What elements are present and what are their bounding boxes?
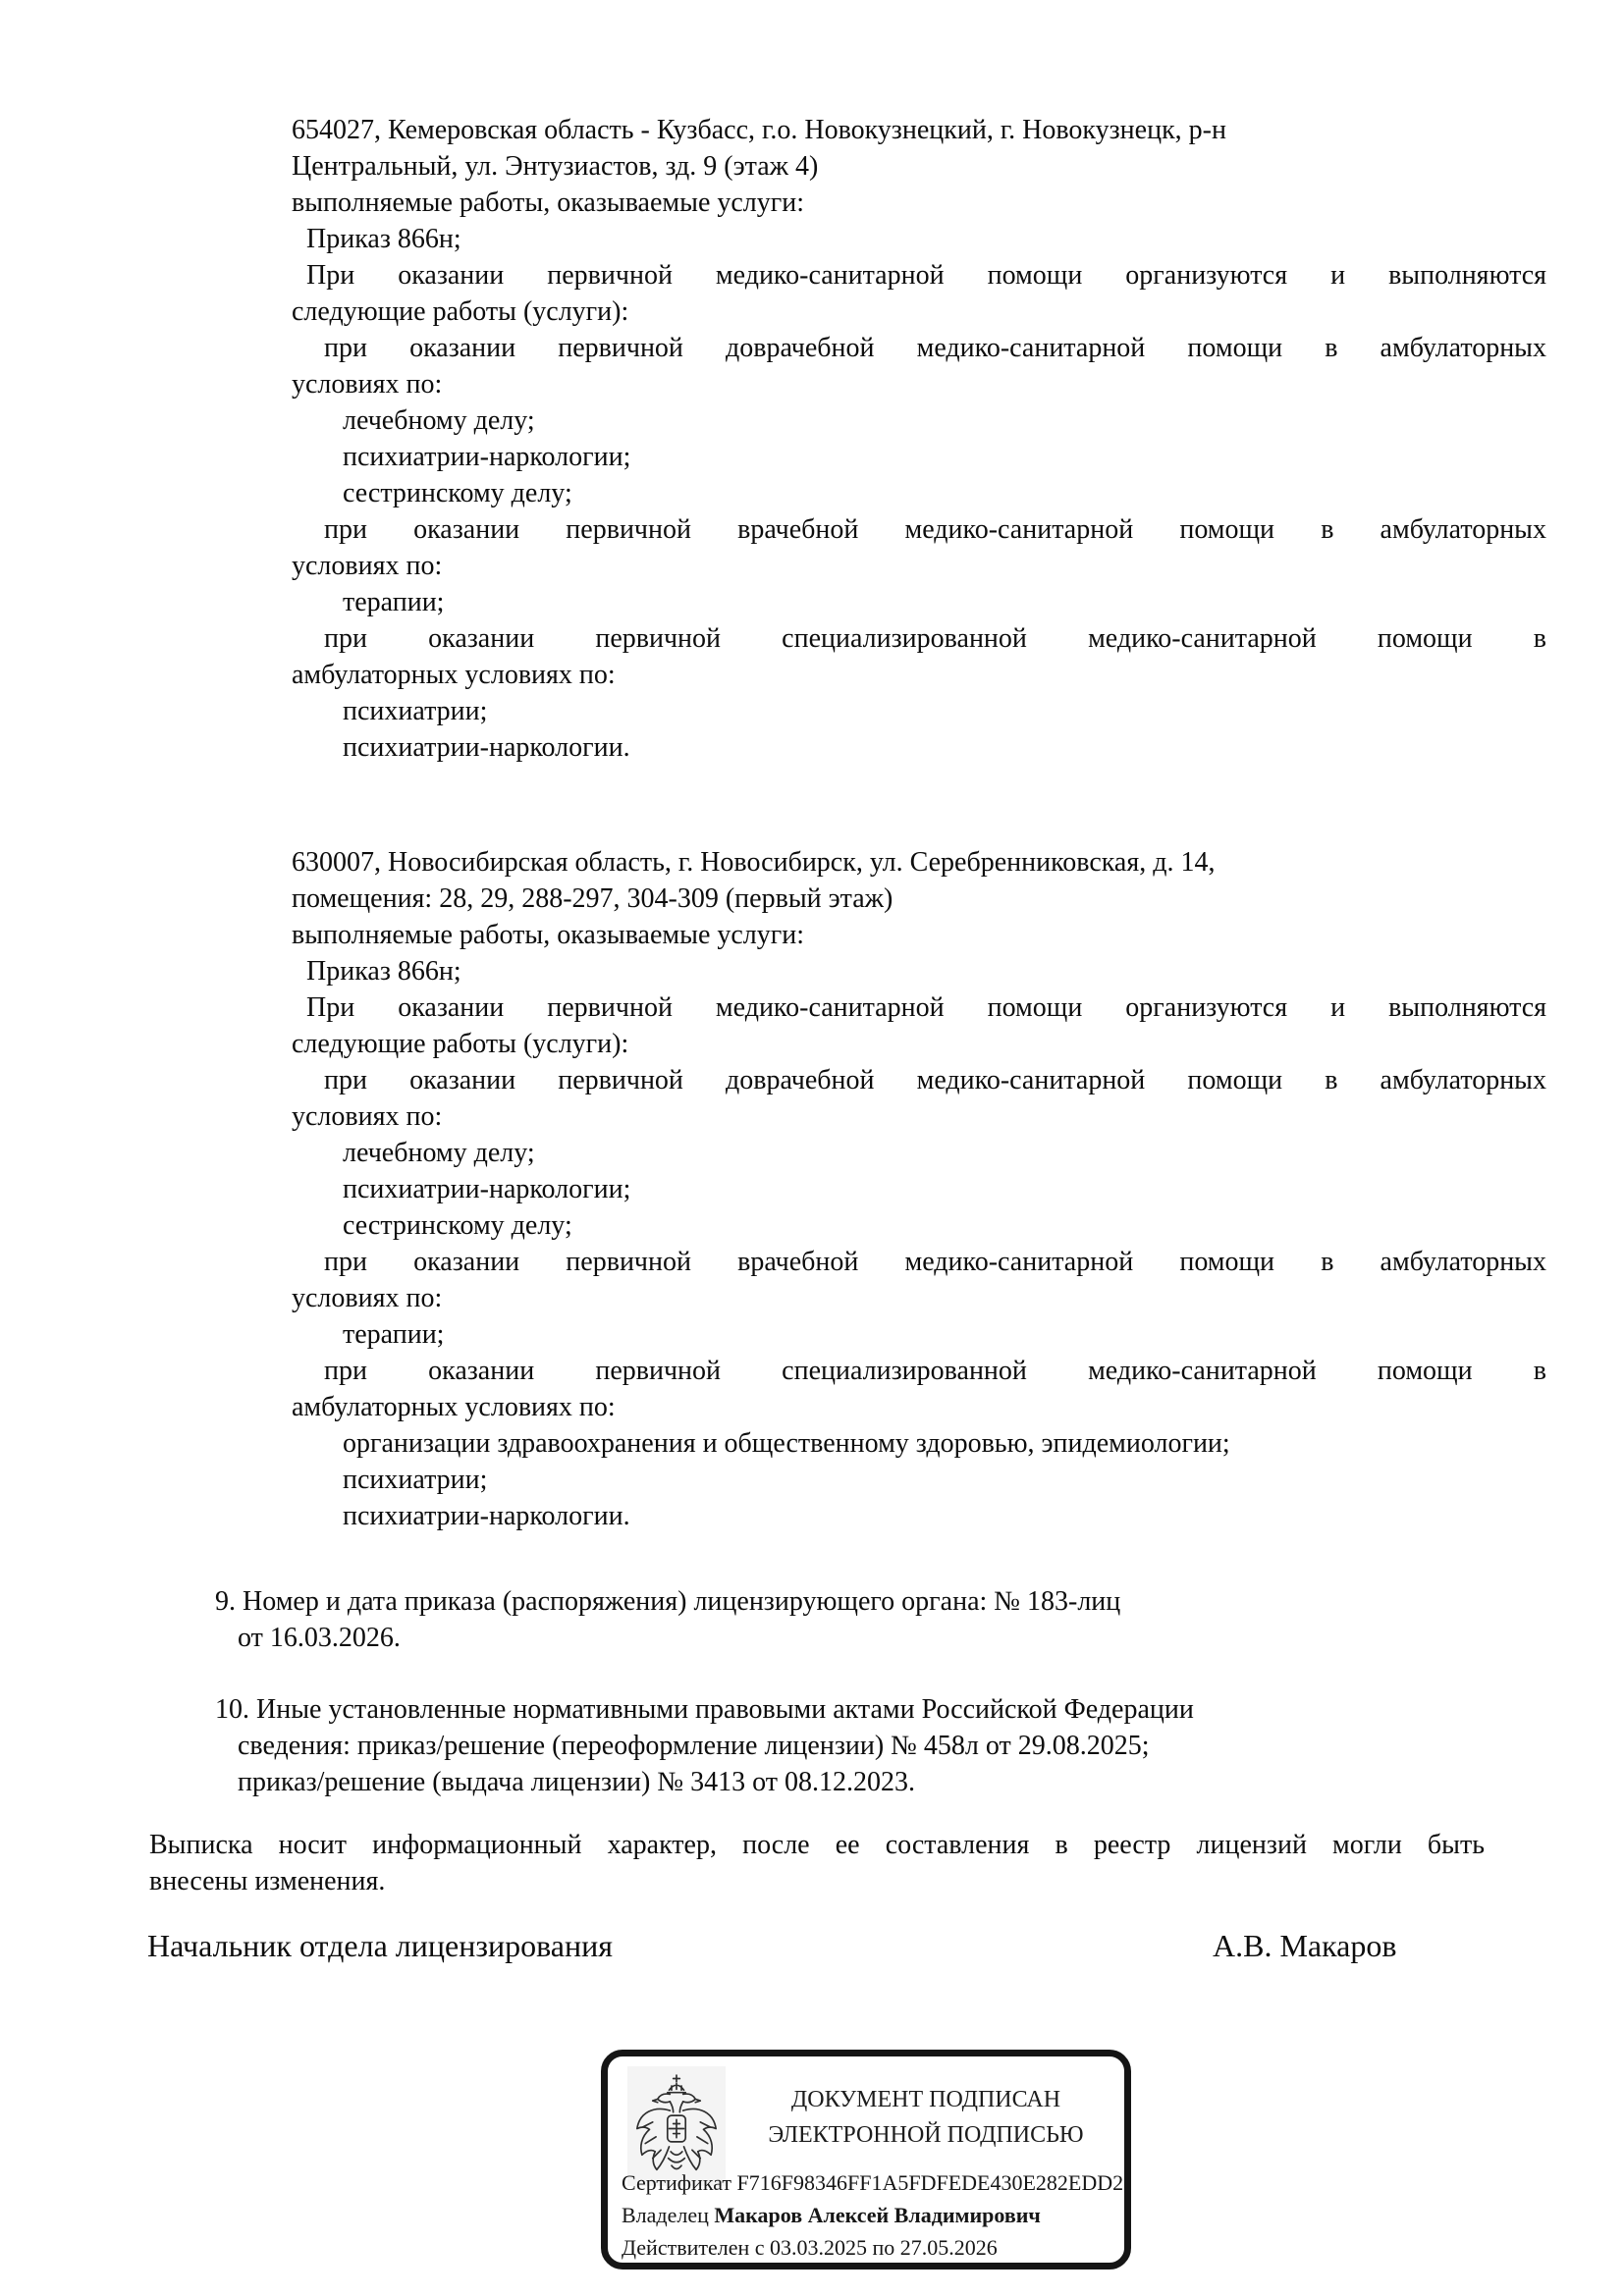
text-line: приказ/решение (выдача лицензии) № 3413 от 08.12.2023. xyxy=(238,1767,915,1797)
text-line: амбулаторных условиях по: xyxy=(292,660,616,690)
text-line: психиатрии; xyxy=(343,696,488,726)
item-9-order-number xyxy=(215,1583,1550,1656)
text-line: условиях по: xyxy=(292,369,443,400)
text-line: амбулаторных условиях по: xyxy=(292,1392,616,1422)
item-10-other-information xyxy=(215,1691,1550,1800)
text-line: при оказании первичной специализированной медико-санитарной помощи в xyxy=(324,623,1546,654)
text-line: При оказании первичной медико-санитарной помощи организуются и выполняются xyxy=(306,992,1546,1023)
text-line: при оказании первичной специализированной медико-санитарной помощи в xyxy=(324,1356,1546,1386)
text-line: Приказ 866н; xyxy=(306,224,461,254)
text-line: следующие работы (услуги): xyxy=(292,1029,629,1059)
stamp-title xyxy=(740,2082,1111,2153)
text-line: психиатрии-наркологии. xyxy=(343,732,630,763)
text-line: внесены изменения. xyxy=(149,1866,386,1896)
text-line: при оказании первичной врачебной медико-санитарной помощи в амбулаторных xyxy=(324,1247,1546,1277)
text-line: психиатрии-наркологии; xyxy=(343,1174,631,1204)
text-line: условиях по: xyxy=(292,1101,443,1132)
stamp-details xyxy=(622,2166,1124,2264)
text-line: 654027, Кемеровская область - Кузбасс, г.о. Новокузнецкий, г. Новокузнецк, р-н xyxy=(292,115,1226,145)
text-line: помещения: 28, 29, 288-297, 304-309 (первый этаж) xyxy=(292,883,893,914)
text-line: психиатрии-наркологии. xyxy=(343,1501,630,1531)
text-line: при оказании первичной доврачебной медико-санитарной помощи в амбулаторных xyxy=(324,1065,1546,1095)
address-block-novosibirsk xyxy=(292,844,1546,1534)
owner-name: Макаров Алексей Владимирович xyxy=(714,2203,1041,2227)
text-line: условиях по: xyxy=(292,551,443,581)
signer-name: А.В. Макаров xyxy=(1213,1928,1397,1963)
text-line: от 16.03.2026. xyxy=(238,1623,401,1653)
text-line: лечебному делу; xyxy=(343,1138,535,1168)
text-line: терапии; xyxy=(343,1319,445,1350)
address-block-kemerovo xyxy=(292,112,1546,766)
text-line: Приказ 866н; xyxy=(306,956,461,987)
text-line: Выписка носит информационный характер, после ее составления в реестр лицензий могли быть xyxy=(149,1830,1485,1860)
text-line: организации здравоохранения и общественному здоровью, эпидемиологии; xyxy=(343,1428,1230,1459)
text-line: терапии; xyxy=(343,587,445,617)
text-line: психиатрии; xyxy=(343,1465,488,1495)
text-line: 9. Номер и дата приказа (распоряжения) лицензирующего органа: № 183-лиц xyxy=(215,1586,1121,1617)
certificate-line: Сертификат F716F98346FF1A5FDFEDE430E282EDD2 xyxy=(622,2170,1124,2195)
text-line: 630007, Новосибирская область, г. Новосибирск, ул. Серебренниковская, д. 14, xyxy=(292,847,1216,878)
electronic-signature-stamp xyxy=(601,2050,1131,2269)
text-line: Центральный, ул. Энтузиастов, зд. 9 (этаж 4) xyxy=(292,151,819,182)
text-line: условиях по: xyxy=(292,1283,443,1313)
text-line: лечебному делу; xyxy=(343,405,535,436)
text-line: следующие работы (услуги): xyxy=(292,296,629,327)
text-line: сестринскому делу; xyxy=(343,478,572,508)
text-line: При оказании первичной медико-санитарной помощи организуются и выполняются xyxy=(306,260,1546,291)
text-line: при оказании первичной доврачебной медико-санитарной помощи в амбулаторных xyxy=(324,333,1546,363)
validity-line: Действителен с 03.03.2025 по 27.05.2026 xyxy=(622,2235,998,2260)
text-line: выполняемые работы, оказываемые услуги: xyxy=(292,920,805,950)
text-line: сестринскому делу; xyxy=(343,1210,572,1241)
signature-row xyxy=(147,1926,1477,1967)
text-line: 10. Иные установленные нормативными правовыми актами Российской Федерации xyxy=(215,1694,1194,1725)
stamp-title-line2: ЭЛЕКТРОННОЙ ПОДПИСЬЮ xyxy=(768,2122,1084,2148)
certificate-value: F716F98346FF1A5FDFEDE430E282EDD2 xyxy=(736,2170,1124,2195)
text-line: сведения: приказ/решение (переоформление лицензии) № 458л от 29.08.2025; xyxy=(238,1731,1150,1761)
text-line: при оказании первичной врачебной медико-санитарной помощи в амбулаторных xyxy=(324,514,1546,545)
disclaimer-paragraph xyxy=(149,1827,1485,1899)
stamp-title-line1: ДОКУМЕНТ ПОДПИСАН xyxy=(790,2087,1061,2112)
text-line: психиатрии-наркологии; xyxy=(343,442,631,472)
text-line: выполняемые работы, оказываемые услуги: xyxy=(292,187,805,218)
signer-position-title: Начальник отдела лицензирования xyxy=(147,1928,613,1963)
owner-line: Владелец Макаров Алексей Владимирович xyxy=(622,2203,1041,2227)
